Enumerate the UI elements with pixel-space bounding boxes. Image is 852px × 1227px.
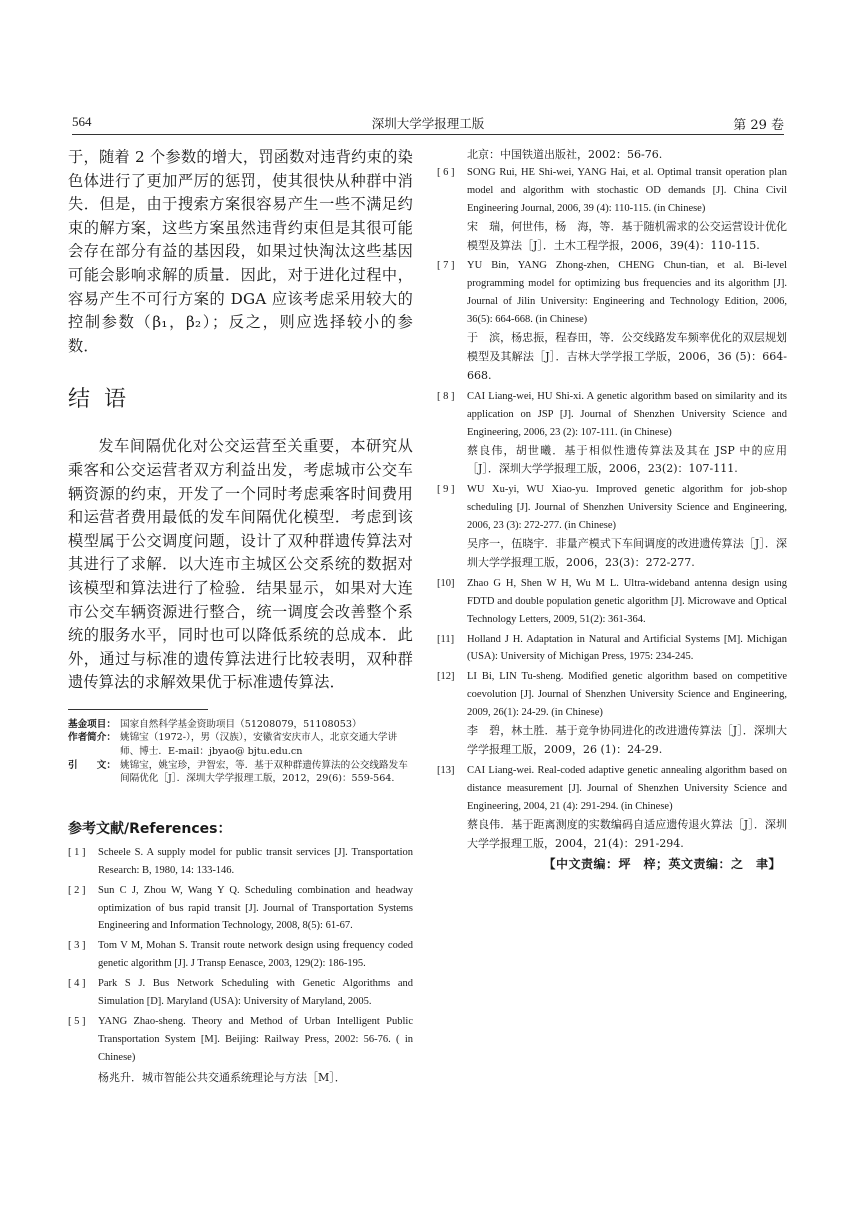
article-footnote (68, 718, 413, 786)
reference-text: Holland J H. Adaptation in Natural and Artificial Systems [M]. Michigan (USA): University of Michigan Press, 1975: 234-245. (467, 633, 787, 663)
reference-chinese: 杨兆升．城市智能公共交通系统理论与方法［M］． (98, 1070, 346, 1084)
citation-label: 引 文： (68, 759, 116, 771)
reference-text: Sun C J, Zhou W, Wang Y Q. Scheduling combination and headway optimization of bus rapid transit [J]. Journal of Transportation Systems Engineering and Information Technology, 2008, 8(5): 61-67. (98, 884, 413, 932)
citation-text: 姚锦宝，姚宝珍，尹智宏，等．基于双种群遗传算法的公交线路发车间隔优化［J］．深圳大学学报理工版，2012，29(6)：559-564. (120, 759, 408, 785)
reference-chinese: 蔡良伟，胡世曦．基于相似性遗传算法及其在 JSP 中的应用［J］．深圳大学学报理工版，2006，23(2)：107-111. (467, 443, 787, 476)
reference-number: [ 7 ] (437, 260, 455, 272)
reference-text: LI Bi, LIN Tu-sheng. Modified genetic algorithm based on competitive coevolution [J]. Journal of Shenzhen University Science and Engineering, 2009, 26(1): 24-29. (in Chinese) 李 碧，林土胜．基于竞争协同进化的改进遗传算法［J］．深圳大学学报理工版，2009，26 (1)：24-29. (467, 671, 787, 756)
conclusion-paragraph: 发车间隔优化对公交运营至关重要，本研究从乘客和公交运营者双方利益出发，考虑城市公交车辆资源的约束，开发了一个同时考虑乘客时间费用和运营者费用最低的发车间隔优化模型．考虑到该模型属于公交调度问题，设计了双种群遗传算法对其进行了求解．以大连市主城区公交系统的数据对该模型和算法进行了检验．结果显示，如果对大连市公交车辆资源进行整合，统一调度会改善整个系统的服务水平，同时也可以降低系统的总成本．此外，通过与标准的遗传算法进行比较表明，双种群遗传算法的求解效果优于标准遗传算法． (68, 437, 413, 692)
reference-text: WU Xu-yi, WU Xiao-yu. Improved genetic algorithm for job-shop scheduling [J]. Journal of Shenzhen University Science and Engineering, 2006, 23 (3): 272-277. (in Chinese) 吴序一，伍晓宇．非量产模式下车间调度的改进遗传算法［J］．深圳大学学报理工版，2006，23(3)：272-277. (467, 484, 787, 569)
citation-row (68, 759, 413, 786)
reference-number: [10] (437, 577, 455, 589)
reference-number: [ 1 ] (68, 846, 86, 858)
reference-item (437, 388, 787, 480)
reference-chinese: 宋 瑞，何世伟，杨 海，等．基于随机需求的公交运营设计优化模型及算法［J］．土木工程学报，2006，39(4)：110-115. (467, 219, 787, 252)
reference-number: [ 5 ] (68, 1016, 86, 1027)
section-title: 结语 (68, 387, 141, 413)
page-number: 564 (72, 114, 92, 129)
reference-number: [ 9 ] (437, 484, 455, 496)
author-row (68, 731, 413, 758)
reference-text: YANG Zhao-sheng. Theory and Method of Urban Intelligent Public Transportation System [M]. Beijing: Railway Press, 2002: 56-76. ( in Chinese) (98, 1016, 413, 1063)
reference-chinese: 蔡良伟．基于距离测度的实数编码自适应遗传退火算法［J］．深圳大学学报理工版，2004，21(4)：291-294. (467, 817, 787, 850)
author-text: 姚锦宝（1972-），男（汉族），安徽省安庆市人，北京交通大学讲师、博士．E-mail：jbyao@ bjtu.edu.cn (120, 732, 398, 758)
editor-credits: 【中文责编：坪 梓；英文责编：之 聿】 (543, 857, 781, 872)
reference-continuation: 北京：中国铁道出版社，2002：56-76. (467, 148, 663, 161)
left-column (68, 146, 413, 1087)
reference-item (437, 257, 787, 385)
reference-text: Park S J. Bus Network Scheduling with Genetic Algorithms and Simulation [D]. Maryland (USA): University of Maryland, 2005. (98, 978, 413, 1008)
reference-item (437, 164, 787, 256)
reference-item (437, 631, 787, 667)
reference-number: [ 3 ] (68, 940, 86, 952)
reference-chinese: 吴序一，伍晓宇．非量产模式下车间调度的改进遗传算法［J］．深圳大学学报理工版，2006，23(3)：272-277. (467, 537, 787, 569)
reference-item (68, 882, 413, 936)
reference-text: Scheele S. A supply model for public transit services [J]. Transportation Research: B, 1980, 14: 133-146. (98, 846, 413, 876)
reference-number: [ 8 ] (437, 390, 455, 402)
volume-label: 第 29 卷 (733, 118, 784, 133)
reference-number: [ 2 ] (68, 884, 86, 896)
reference-item (437, 481, 787, 573)
journal-title: 深圳大学学报理工版 (371, 116, 485, 131)
reference-text: CAI Liang-wei. Real-coded adaptive genetic annealing algorithm based on distance measurement [J]. Journal of Shenzhen University Science and Engineering, 2004, 21 (4): 291-294. (in Chinese) 蔡良伟．基于距离测度的实数编码自适应遗传退火算法［J］．深圳大学学报理工版，2004，21(4)：291-294. (467, 764, 787, 850)
reference-item (437, 575, 787, 629)
reference-number: [12] (437, 671, 455, 683)
reference-number: [11] (437, 633, 455, 645)
reference-chinese: 李 碧，林土胜．基于竞争协同进化的改进遗传算法［J］．深圳大学学报理工版，2009，26 (1)：24-29. (467, 724, 787, 756)
reference-item (68, 844, 413, 880)
reference-text: Zhao G H, Shen W H, Wu M L. Ultra-wideband antenna design using FDTD and double population genetic algorithm [J]. Microwave and Optical Technology Letters, 2009, 51(2): 361-364. (467, 577, 787, 625)
fund-text: 国家自然科学基金资助项目（51208079，51108053） (120, 718, 362, 730)
body-paragraph: 于，随着 2 个参数的增大，罚函数对违背约束的染色体进行了更加严厉的惩罚，使其很快从种群中消失．但是，由于搜索方案很容易产生一些不满足约束的解方案，这些方案虽然违背约束但是其很可能会存在部分有益的基因段，如果过快淘汰这些基因可能会影响求解的质量．因此，对于进化过程中，容易产生不可行方案的 DGA 应该考虑采用较大的控制参数（β₁，β₂）；反之，则应选择较小的参数． (68, 148, 413, 355)
fund-label: 基金项目： (68, 718, 116, 730)
reference-number: [13] (437, 764, 455, 776)
reference-item (68, 1013, 413, 1067)
reference-list-left (68, 844, 413, 1087)
reference-list-right (437, 146, 787, 853)
reference-number: [ 6 ] (437, 166, 455, 178)
author-label: 作者简介： (68, 732, 116, 744)
running-header (72, 112, 784, 135)
footnote-rule (68, 709, 208, 710)
reference-item (437, 762, 787, 854)
reference-text: YU Bin, YANG Zhong-zhen, CHENG Chun-tian, et al. Bi-level programming model for optimizing bus frequencies and its algorithm [J]. Journal of Jilin University: Engineering and Technology Edition, 2006, 36(5): 664-668. (in Chinese) 于 滨，杨忠振，程春田，等．公交线路发车频率优化的双层规划模型及其解法［J］．吉林大学学报工学版，2006，36 (5)：664-668. (467, 260, 787, 382)
reference-item (68, 975, 413, 1011)
references-heading: 参考文献/References： (68, 820, 232, 837)
reference-text: CAI Liang-wei, HU Shi-xi. A genetic algorithm based on similarity and its application on JSP [J]. Journal of Shenzhen University Science and Engineering, 2006, 23 (2): 107-111. (in Chinese) 蔡良伟，胡世曦．基于相似性遗传算法及其在 JSP 中的应用［J］．深圳大学学报理工版，2006，23(2)：107-111. (467, 390, 787, 476)
reference-item (68, 937, 413, 973)
reference-number: [ 4 ] (68, 978, 86, 990)
right-column (437, 146, 787, 872)
reference-chinese: 于 滨，杨忠振，程春田，等．公交线路发车频率优化的双层规划模型及其解法［J］．吉林大学学报工学版，2006，36 (5)：664-668. (467, 331, 787, 382)
reference-text: SONG Rui, HE Shi-wei, YANG Hai, et al. Optimal transit operation plan model and algorithm with stochastic OD demands [J]. China Civil Engineering Journal, 2006, 39 (4): 110-115. (in Chinese) 宋 瑞，何世伟，杨 海，等．基于随机需求的公交运营设计优化模型及算法［J］．土木工程学报，2006，39(4)：110-115. (467, 166, 787, 252)
reference-text: Tom V M, Mohan S. Transit route network design using frequency coded genetic algorithm [J]. J Transp Eenasce, 2003, 129(2): 186-195. (98, 940, 413, 970)
reference-item (437, 668, 787, 760)
fund-row (68, 718, 413, 732)
